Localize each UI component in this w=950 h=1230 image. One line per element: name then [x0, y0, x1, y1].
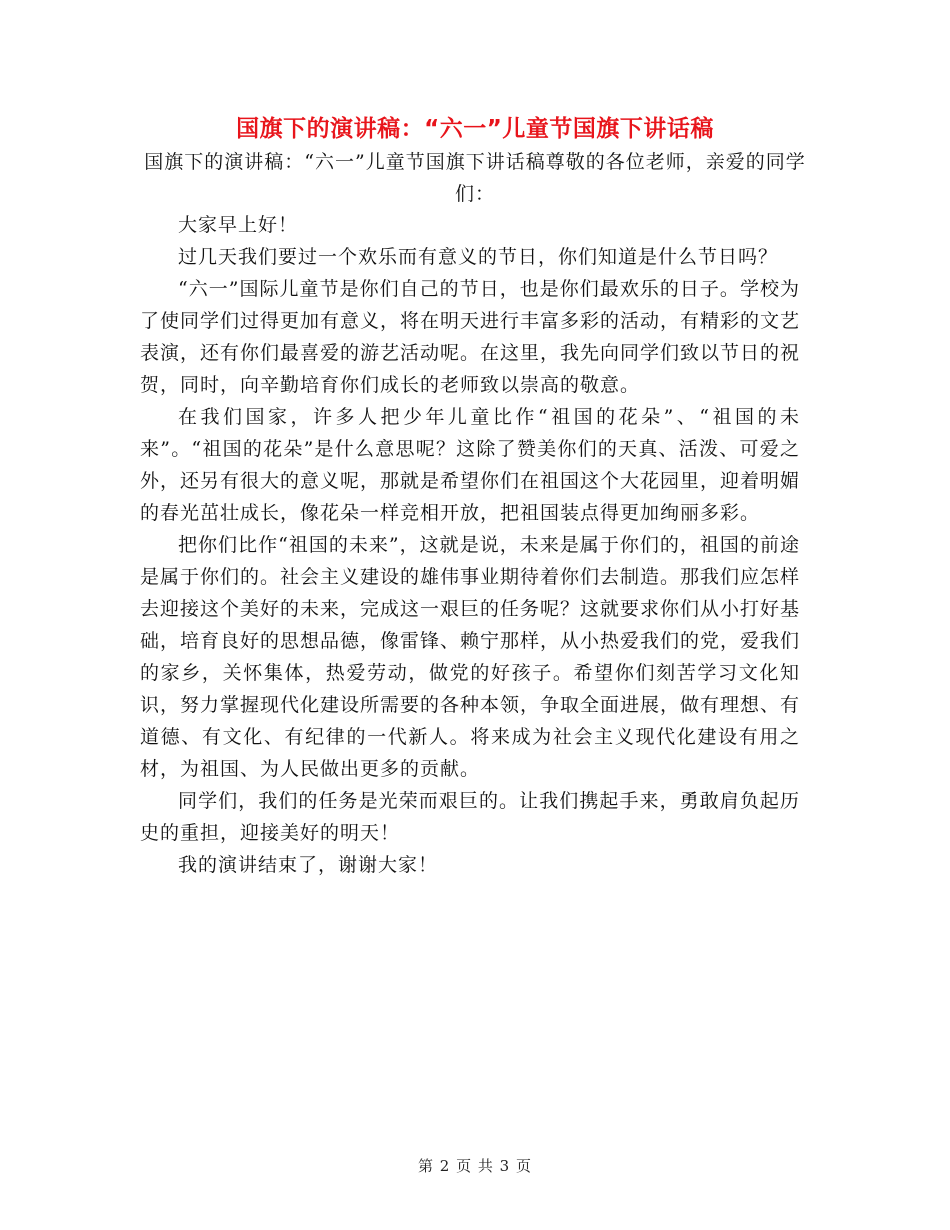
body-text	[140, 209, 800, 881]
paragraph: 在我们国家，许多人把少年儿童比作“祖国的花朵”、“祖国的未来”。“祖国的花朵”是什么意思呢？这除了赞美你们的天真、活泼、可爱之外，还另有很大的意义呢，那就是希望你们在祖国这个大花园里，迎着明媚的春光茁壮成长，像花朵一样竞相开放，把祖国装点得更加绚丽多彩。	[140, 406, 801, 524]
page-subtitle: 国旗下的演讲稿：“六一”儿童节国旗下讲话稿尊敬的各位老师，亲爱的同学们：	[144, 151, 806, 205]
paragraph: 同学们，我们的任务是光荣而艰巨的。让我们携起手来，勇敢肩负起历史的重担，迎接美好的明天！	[140, 790, 800, 844]
paragraph: 把你们比作“祖国的未来”，这就是说，未来是属于你们的，祖国的前途是属于你们的。社会主义建设的雄伟事业期待着你们去制造。那我们应怎样去迎接这个美好的未来，完成这一艰巨的任务呢？这就要求你们从小打好基础，培育良好的思想品德，像雷锋、赖宁那样，从小热爱我们的党，爱我们的家乡，关怀集体，热爱劳动，做党的好孩子。希望你们刻苦学习文化知识，努力掌握现代化建设所需要的各种本领，争取全面进展，做有理想、有道德、有文化、有纪律的一代新人。将来成为社会主义现代化建设有用之材，为祖国、为人民做出更多的贡献。	[140, 534, 801, 780]
paragraph: “六一”国际儿童节是你们自己的节日，也是你们最欢乐的日子。学校为了使同学们过得更加有意义，将在明天进行丰富多彩的活动，有精彩的文艺表演，还有你们最喜爱的游艺活动呢。在这里，我先向同学们致以节日的祝贺，同时，向辛勤培育你们成长的老师致以崇高的敬意。	[140, 278, 801, 396]
page-number-footer: 第 2 页 共 3 页	[418, 1157, 532, 1175]
paragraph-greeting: 大家早上好！	[178, 214, 299, 236]
page-title: 国旗下的演讲稿：“六一”儿童节国旗下讲话稿	[236, 116, 714, 142]
paragraph: 过几天我们要过一个欢乐而有意义的节日，你们知道是什么节日吗？	[178, 246, 779, 268]
paragraph-closing: 我的演讲结束了，谢谢大家！	[178, 854, 439, 876]
